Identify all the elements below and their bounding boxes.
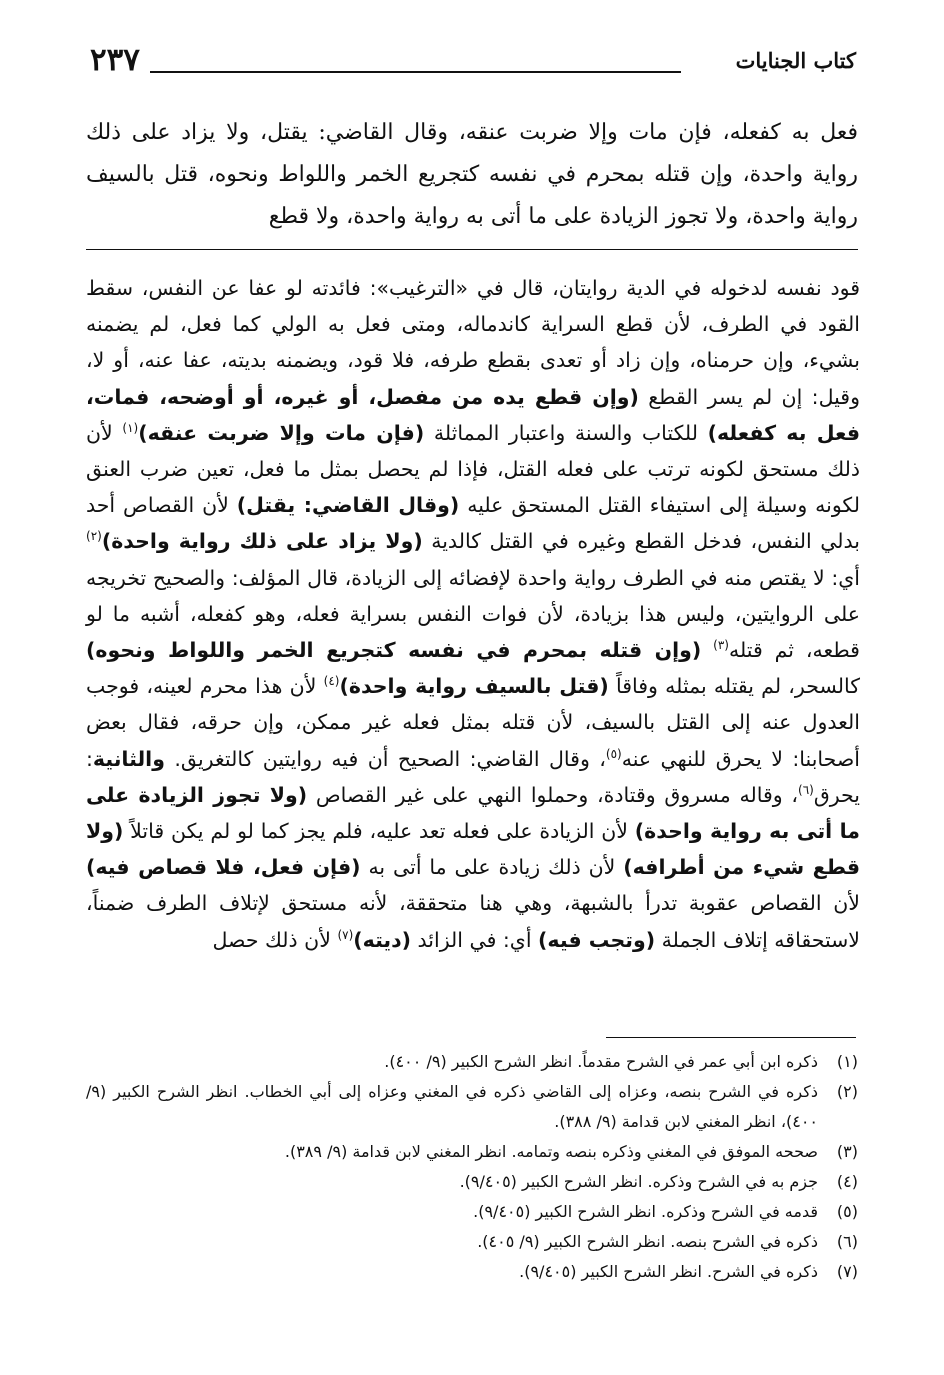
footnote [86, 1047, 858, 1077]
main-text: فعل به كفعله، فإن مات وإلا ضربت عنقه، وقال القاضي: يقتل، ولا يزاد على ذلك رواية واحدة، وإن قتله بمحرم في نفسه كتجريع الخمر واللواط ونحوه، قتل بالسيف رواية واحدة، ولا تجوز الزيادة على ما أتى به رواية واحدة، ولا قطع [86, 120, 858, 229]
footnote-ref: (٧) [337, 927, 354, 942]
footnote-number: (٥) [836, 1202, 858, 1221]
commentary-segment: كالسحر، لم يقتله بمثله وفاقاً [608, 674, 860, 699]
commentary-segment: ، وقال القاضي: الصحيح أن فيه روايتين كالتغريق. [164, 746, 606, 771]
quoted-matn-text: (ولا تجوز الزيادة على ما أتى به رواية واحدة) [86, 782, 860, 844]
commentary-segment: لأن القصاص عقوبة تدرأ بالشبهة، وهي هنا متحققة، لأنه مستحق لإتلاف الطرف ضمناً، لاستحقاقه إتلاف الجملة [86, 891, 860, 952]
commentary-segment: للكتاب والسنة واعتبار المماثلة [424, 420, 708, 445]
footnote [86, 1137, 858, 1167]
commentary-segment: لأن هذا محرم لعينه، فوجب العدول عنه إلى القتل بالسيف، لأن قتله بمثل فعله غير ممكن، وإن حرقه، فقال بعض أصحابنا: لا يحرق للنهي عنه [86, 674, 860, 771]
footnote-ref: (٤) [323, 674, 340, 689]
footnote-ref: (١) [122, 420, 139, 435]
footnotes [86, 1047, 858, 1287]
quoted-matn-text: (وقال القاضي: يقتل) [236, 493, 460, 518]
footnote-number: (٢) [836, 1082, 858, 1101]
footnote-number: (٣) [836, 1142, 858, 1161]
footnote [86, 1077, 858, 1137]
quoted-matn-text: (وإن قتله بمحرم في نفسه كتجريع الخمر واللواط ونحوه) [86, 638, 702, 663]
commentary-segment: ، وقاله مسروق وقتادة، وحملوا النهي على غير القصاص [307, 782, 798, 807]
quoted-matn-text: (فإن مات وإلا ضربت عنقه) [138, 420, 425, 445]
page-number: ٢٣٧ [90, 42, 140, 78]
quoted-matn-text: (ولا يزاد على ذلك رواية واحدة) [101, 529, 423, 554]
footnote-text: ذكره في الشرح بنصه، وعزاه إلى القاضي ذكره في المغني وعزاه إلى أبي الخطاب. انظر الشرح الكبير (٩/ ٤٠٠)، انظر المغني لابن قدامة (٩/ ٣٨٨). [86, 1082, 818, 1131]
footnote [86, 1227, 858, 1257]
commentary-segment: أي: لا يقتص منه في الطرف رواية واحدة لإفضائه إلى الزيادة، قال المؤلف: والصحيح تخريجه على الروايتين، وليس هذا بزيادة، لأن فوات النفس بسراية فعله، وهو كفعله، أشبه ما لو قطعه، ثم قتله [86, 565, 860, 663]
quoted-matn-text: والثانية [92, 746, 165, 771]
footnote-number: (٤) [836, 1172, 858, 1191]
footnote-number: (٧) [836, 1262, 858, 1281]
running-title: كتاب الجنايات [735, 48, 856, 73]
footnote-ref: (٢) [86, 529, 102, 544]
footnote [86, 1257, 858, 1287]
commentary-segment: لأن ذلك حصل [212, 927, 338, 952]
footnote-text: جزم به في الشرح وذكره. انظر الشرح الكبير (٩/٤٠٥). [459, 1172, 818, 1191]
commentary-segment: لأن القصاص أحد بدلي النفس، فدخل القطع وغيره في القتل كالدية [86, 493, 860, 554]
footnote-divider [606, 1037, 856, 1038]
footnote-number: (١) [836, 1052, 858, 1071]
footnote-ref: (٥) [605, 746, 622, 761]
quoted-matn-text: (قتل بالسيف رواية واحدة) [339, 674, 609, 699]
main-text-divider [86, 249, 858, 250]
footnote-number: (٦) [836, 1232, 858, 1251]
header-rule [150, 71, 681, 73]
commentary-segment: : يحرق [86, 746, 860, 807]
footnote [86, 1197, 858, 1227]
quoted-matn-text: (وتجب فيه) [538, 927, 656, 952]
footnote-ref: (٦) [798, 783, 814, 798]
commentary-segment: لأن ذلك مستحق لكونه ترتب على فعله القتل، فإذا لم يحصل بمثل ما فعل، تعين ضرب العنق لكونه وسيلة إلى استيفاء القتل المستحق عليه [86, 420, 860, 518]
commentary-segment [701, 638, 713, 662]
footnote [86, 1167, 858, 1197]
footnote-text: ذكره في الشرح بنصه. انظر الشرح الكبير (٩/ ٤٠٥). [477, 1232, 818, 1251]
page-header [90, 42, 856, 82]
footnote-ref: (٣) [713, 638, 729, 653]
footnote-text: ذكره ابن أبي عمر في الشرح مقدماً. انظر الشرح الكبير (٩/ ٤٠٠). [384, 1052, 818, 1071]
commentary-segment: قود نفسه لدخوله في الدية روايتان، قال في «الترغيب»: فائدته لو عفا عن النفس، سقط القود في الطرف، لأن قطع السراية كاندماله، ومتى فعل به الولي كما فعل، لم يضمنه بشيء، وإن حرمناه، وإن زاد أو تعدى بقطع طرفه، فلا قود، ويضمنه بديته، عفا عنه، أو لا، وقيل: إن لم يسر القطع [86, 276, 860, 409]
footnote-text: ذكره في الشرح. انظر الشرح الكبير (٩/٤٠٥). [519, 1262, 818, 1281]
commentary-text [86, 270, 860, 958]
commentary-segment: لأن الزيادة على فعله تعد عليه، فلم يجز كما لو لم يكن قاتلاً [123, 819, 635, 844]
footnote-text: قدمه في الشرح وذكره. انظر الشرح الكبير (٩/٤٠٥). [473, 1202, 818, 1221]
commentary-segment: أي: في الزائد [411, 927, 539, 952]
footnote-text: صححه الموفق في المغني وذكره بنصه وتمامه. انظر المغني لابن قدامة (٩/ ٣٨٩). [284, 1142, 818, 1161]
commentary-segment: لأن ذلك زيادة على ما أتى به [360, 855, 624, 880]
quoted-matn-text: (فإن فعل، فلا قصاص فيه) [86, 855, 361, 880]
quoted-matn-text: (ديته) [353, 927, 412, 952]
quoted-matn-text: (وإن قطع يده من مفصل، أو غيره، أو أوضحه، فمات، فعل به كفعله) [86, 384, 860, 445]
quoted-matn-text: (ولا قطع شيء من أطرافه) [86, 819, 861, 880]
